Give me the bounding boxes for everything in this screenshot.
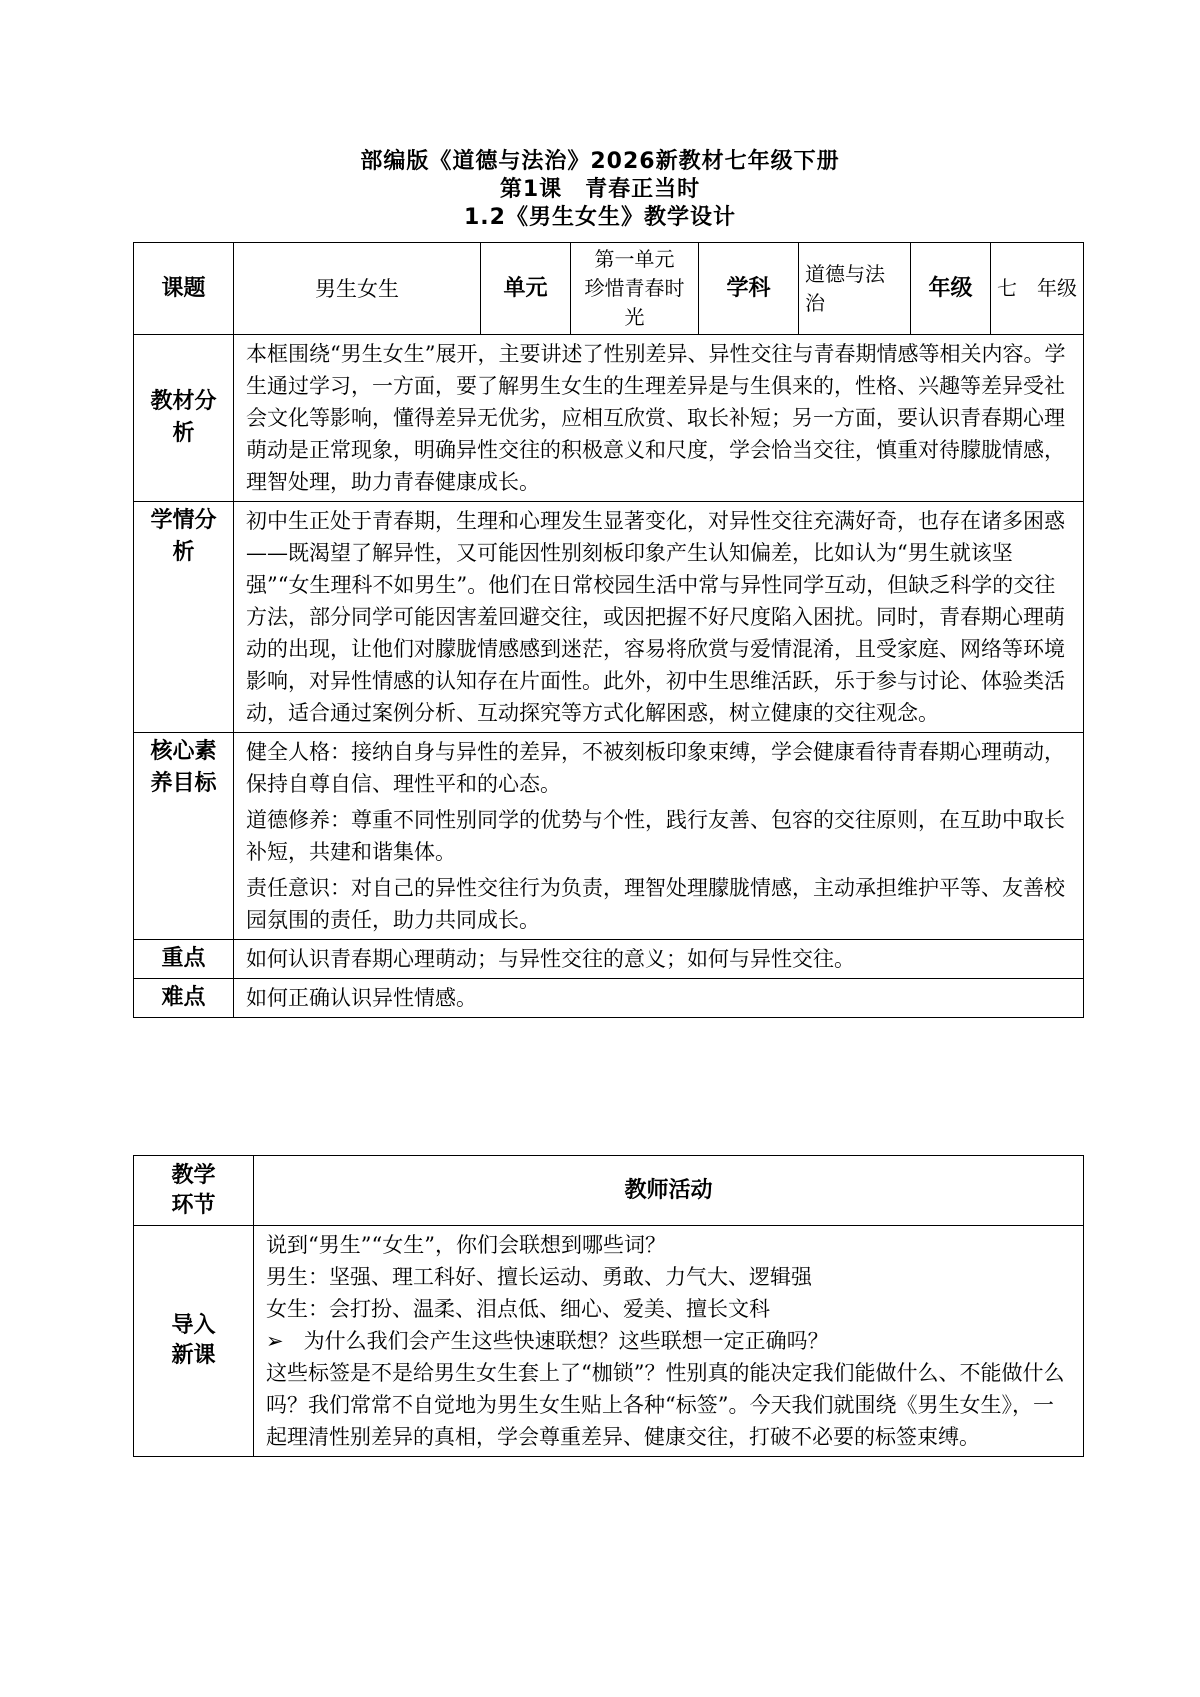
goal-item: 健全人格：接纳自身与异性的差异，不被刻板印象束缚，学会健康看待青春期心理萌动，保持自尊自信、理性平和的心态。 — [246, 740, 1065, 796]
key-point-text: 如何认识青春期心理萌动；与异性交往的意义；如何与异性交往。 — [234, 940, 1084, 979]
lesson-info-table — [133, 242, 1084, 1018]
table-row — [134, 1156, 1084, 1226]
goal-item: 责任意识：对自己的异性交往行为负责，理智处理朦胧情感，主动承担维护平等、友善校园氛围的责任，助力共同成长。 — [246, 876, 1065, 932]
grade-label: 年级 — [911, 243, 991, 335]
student-analysis-label: 学情分析 — [134, 502, 234, 733]
table-row — [134, 733, 1084, 940]
activity-bullet-line — [266, 1325, 1071, 1357]
core-goals-label: 核心素养目标 — [134, 733, 234, 940]
subject-value: 道德与法治 — [799, 243, 911, 335]
core-goals-cell — [234, 733, 1084, 940]
topic-label: 课题 — [134, 243, 234, 335]
grade-value: 七 年级 — [991, 243, 1084, 335]
table-row — [134, 335, 1084, 502]
table-row — [134, 502, 1084, 733]
student-analysis-text: 初中生正处于青春期，生理和心理发生显著变化，对异性交往充满好奇，也存在诸多困惑——既渴望了解异性，又可能因性别刻板印象产生认知偏差，比如认为“男生就该坚强”“女生理科不如男生”。他们在日常校园生活中常与异性同学互动，但缺乏科学的交往方法，部分同学可能因害羞回避交往，或因把握不好尺度陷入困扰。同时，青春期心理萌动的出现，让他们对朦胧情感感到迷茫，容易将欣赏与爱情混淆，且受家庭、网络等环境影响，对异性情感的认知存在片面性。此外，初中生思维活跃，乐于参与讨论、体验类活动，适合通过案例分析、互动探究等方式化解困惑，树立健康的交往观念。 — [234, 502, 1084, 733]
stage-name: 导入新课 — [134, 1226, 254, 1457]
activity-question: 为什么我们会产生这些快速联想？这些联想一定正确吗？ — [303, 1329, 829, 1353]
activity-header: 教师活动 — [254, 1156, 1084, 1226]
table-row — [134, 940, 1084, 979]
key-point-label: 重点 — [134, 940, 234, 979]
activity-line: 女生：会打扮、温柔、泪点低、细心、爱美、擅长文科 — [266, 1297, 770, 1321]
document-title: 部编版《道德与法治》2026新教材七年级下册 — [360, 149, 840, 174]
section-title: 1.2《男生女生》教学设计 — [464, 205, 736, 230]
subject-label: 学科 — [699, 243, 799, 335]
unit-label: 单元 — [481, 243, 571, 335]
teaching-process-table — [133, 1155, 1084, 1457]
stage-header: 教学环节 — [134, 1156, 254, 1226]
activity-cell — [254, 1226, 1084, 1457]
arrow-bullet-icon: ➢ — [266, 1329, 284, 1353]
table-row — [134, 243, 1084, 335]
lesson-title: 第1课 青春正当时 — [499, 177, 701, 202]
material-analysis-text: 本框围绕“男生女生”展开，主要讲述了性别差异、异性交往与青春期情感等相关内容。学生通过学习，一方面，要了解男生女生的生理差异是与生俱来的，性格、兴趣等差异受社会文化等影响，懂得差异无优劣，应相互欣赏、取长补短；另一方面，要认识青春期心理萌动是正常现象，明确异性交往的积极意义和尺度，学会恰当交往，慎重对待朦胧情感，理智处理，助力青春健康成长。 — [234, 335, 1084, 502]
material-analysis-label: 教材分析 — [134, 335, 234, 502]
unit-value: 第一单元 珍惜青春时光 — [571, 243, 699, 335]
difficult-point-label: 难点 — [134, 979, 234, 1018]
table-row — [134, 979, 1084, 1018]
activity-closing: 这些标签是不是给男生女生套上了“枷锁”？性别真的能决定我们能做什么、不能做什么吗？我们常常不自觉地为男生女生贴上各种“标签”。今天我们就围绕《男生女生》，一起理清性别差异的真相，学会尊重差异、健康交往，打破不必要的标签束缚。 — [266, 1361, 1065, 1449]
activity-line: 男生：坚强、理工科好、擅长运动、勇敢、力气大、逻辑强 — [266, 1265, 812, 1289]
document-title-block — [0, 148, 1200, 232]
table-row — [134, 1226, 1084, 1457]
topic-value: 男生女生 — [234, 243, 481, 335]
goal-item: 道德修养：尊重不同性别同学的优势与个性，践行友善、包容的交往原则，在互助中取长补短，共建和谐集体。 — [246, 808, 1065, 864]
activity-line: 说到“男生”“女生”，你们会联想到哪些词？ — [266, 1233, 666, 1257]
difficult-point-text: 如何正确认识异性情感。 — [234, 979, 1084, 1018]
